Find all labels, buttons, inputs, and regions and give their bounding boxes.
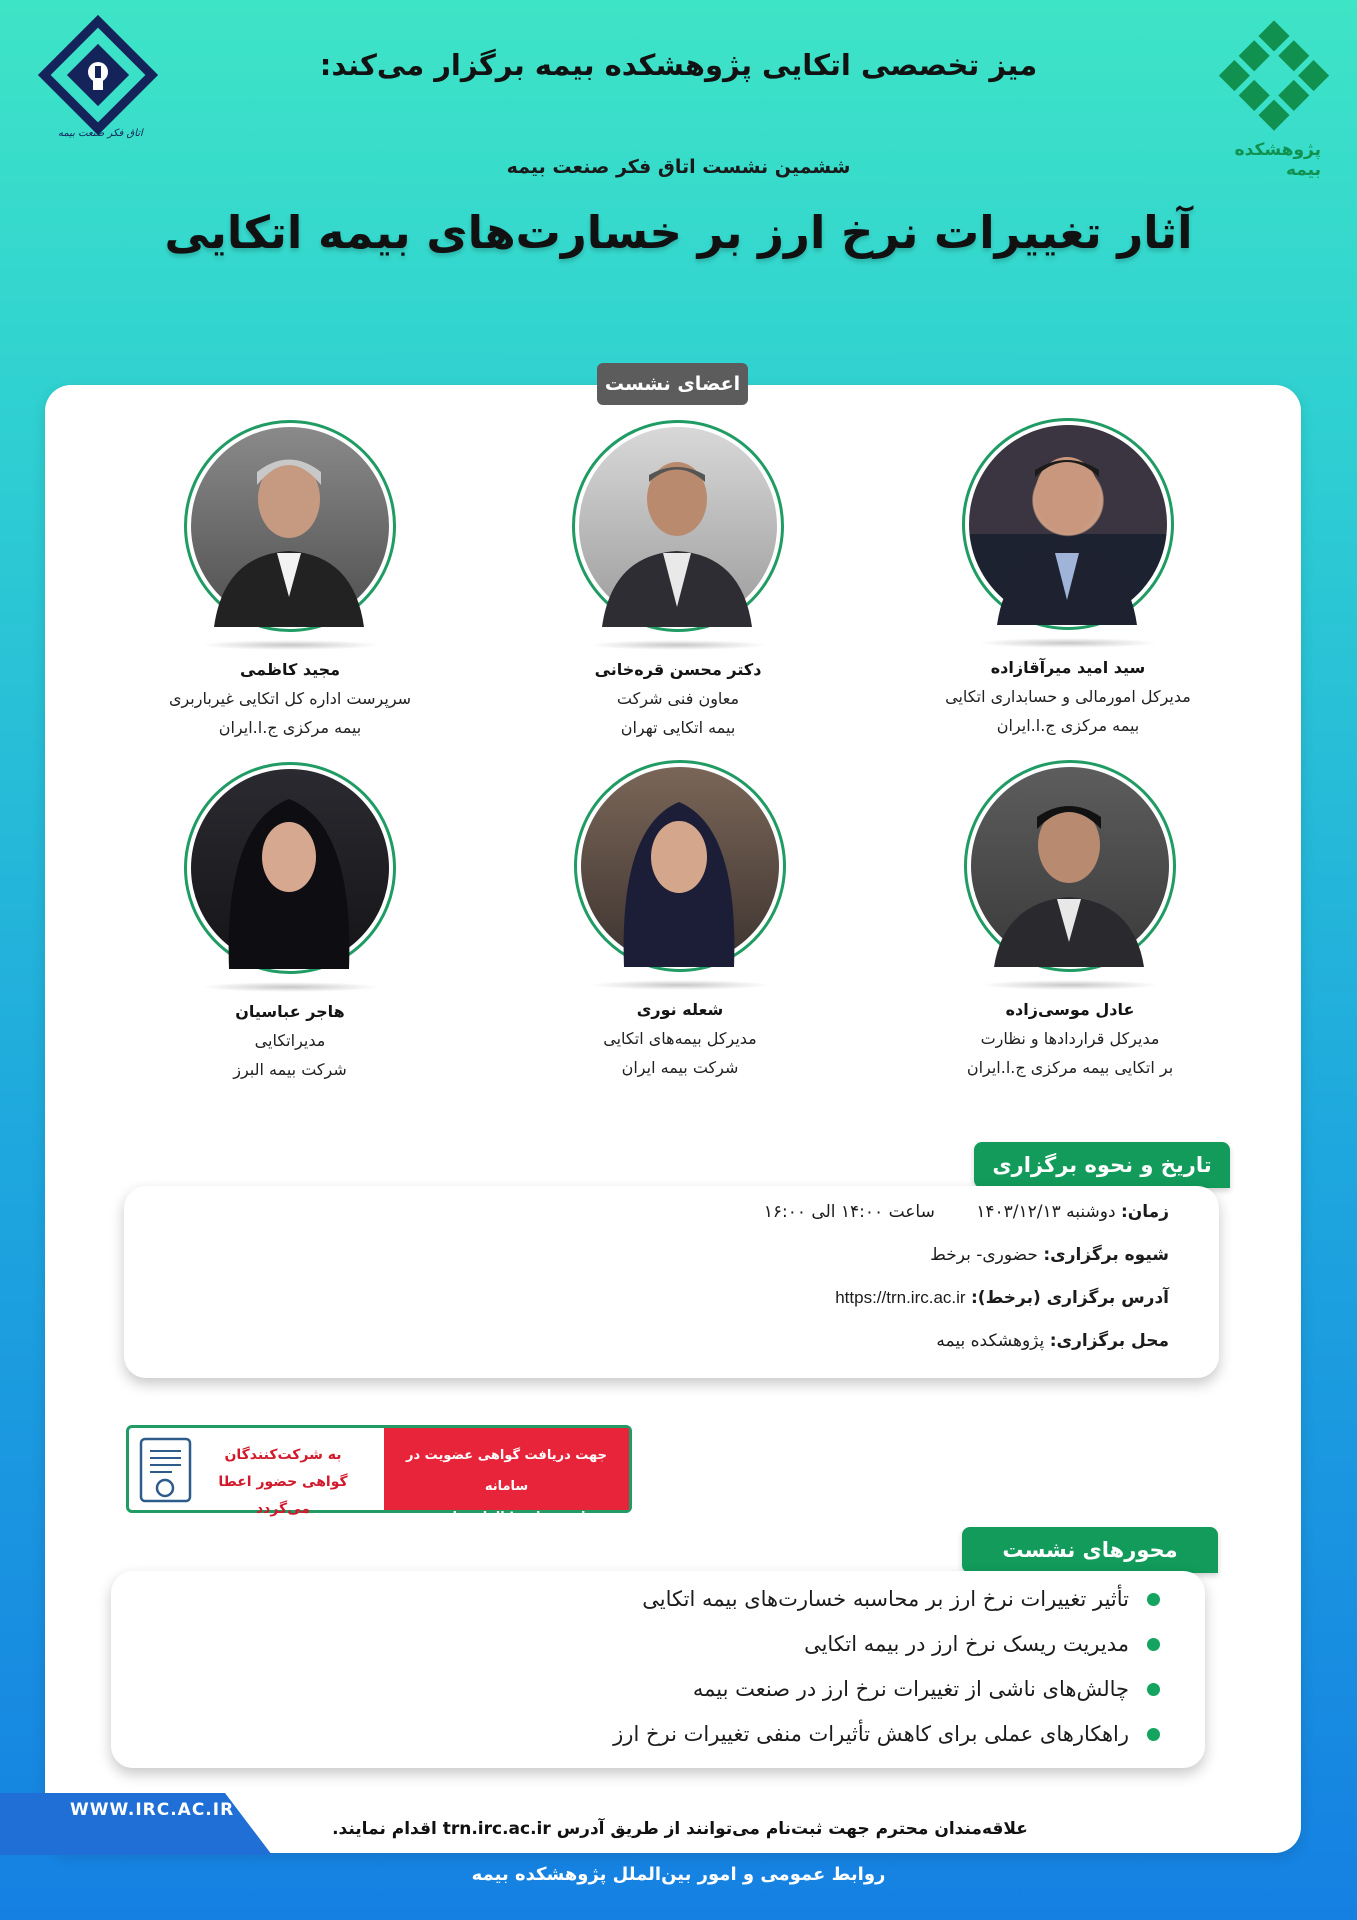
member-name: هاجر عباسیان	[235, 1002, 345, 1021]
member-name: عادل موسی‌زاده	[1005, 1000, 1135, 1019]
think-tank-logo	[40, 20, 160, 150]
topic-text: راهکارهای عملی برای کاهش تأثیرات منفی تغییرات نرخ ارز	[613, 1722, 1129, 1746]
member-photo	[184, 762, 396, 974]
time-hours: ساعت ۱۴:۰۰ الی ۱۶:۰۰	[763, 1202, 935, 1222]
mode-value: حضوری- برخط	[930, 1245, 1038, 1265]
member-photo	[964, 760, 1176, 972]
person-silhouette-icon	[189, 769, 389, 969]
person-silhouette-icon	[969, 767, 1169, 967]
member-organization: بر اتکایی بیمه مرکزی ج.ا.ایران	[966, 1058, 1174, 1077]
website-link[interactable]: WWW.IRC.AC.IR	[70, 1800, 235, 1820]
venue-value: پژوهشکده بیمه	[936, 1331, 1045, 1351]
research-center-logo	[1219, 22, 1329, 182]
member-card	[880, 760, 1260, 1077]
topic-item	[642, 1587, 1160, 1611]
member-role: معاون فنی شرکت	[616, 689, 740, 708]
member-card	[100, 762, 480, 1079]
bullet-dot-icon	[1147, 1728, 1160, 1741]
topic-text: مدیریت ریسک نرخ ارز در بیمه اتکایی	[804, 1632, 1129, 1656]
member-photo	[574, 760, 786, 972]
member-role: مدیراتکایی	[254, 1031, 326, 1050]
member-name: شعله نوری	[636, 1000, 724, 1019]
event-heading: میز تخصصی اتکایی پژوهشکده بیمه برگزار می‌کند:	[319, 48, 1038, 82]
member-card	[878, 418, 1258, 735]
member-photo	[572, 420, 784, 632]
schedule-time	[764, 1202, 1169, 1222]
member-card	[100, 420, 480, 737]
schedule-venue	[936, 1331, 1169, 1351]
person-silhouette-icon	[189, 427, 389, 627]
certificate-banner	[126, 1425, 632, 1525]
members-section-label: اعضای نشست	[597, 363, 748, 405]
schedule-address	[835, 1288, 1169, 1308]
member-role: مدیرکل امورمالی و حسابداری اتکایی	[945, 687, 1191, 706]
event-title: آثار تغییرات نرخ ارز بر خسارت‌های بیمه اتکایی	[164, 206, 1193, 259]
member-card	[490, 760, 870, 1077]
member-organization: بیمه مرکزی ج.ا.ایران	[996, 716, 1140, 735]
topics-box	[111, 1571, 1205, 1768]
topic-item	[613, 1722, 1160, 1746]
mode-label: شیوه برگزاری:	[1043, 1245, 1169, 1265]
topic-text: تأثیر تغییرات نرخ ارز بر محاسبه خسارت‌های بیمه اتکایی	[642, 1587, 1129, 1611]
time-label: زمان:	[1120, 1202, 1169, 1222]
schedule-section-label: تاریخ و نحوه برگزاری	[974, 1142, 1230, 1188]
topic-item	[693, 1677, 1160, 1701]
topic-item	[804, 1632, 1160, 1656]
address-label: آدرس برگزاری (برخط):	[971, 1288, 1169, 1308]
certificate-requirement-line2: trn.irc.ac.ir الزامی است.	[421, 1510, 592, 1525]
member-organization: شرکت بیمه ایران	[621, 1058, 739, 1077]
member-organization: بیمه مرکزی ج.ا.ایران	[218, 718, 362, 737]
diamond-grid-icon	[1219, 22, 1329, 142]
registration-note: علاقه‌مندان محترم جهت ثبت‌نام می‌توانند از طریق آدرس trn.irc.ac.ir اقدام نمایند.	[332, 1819, 1028, 1839]
member-photo	[184, 420, 396, 632]
certificate-note	[193, 1442, 373, 1523]
member-photo	[962, 418, 1174, 630]
certificate-note-line1: به شرکت‌کنندگان	[224, 1447, 342, 1463]
person-silhouette-icon	[579, 767, 779, 967]
schedule-box	[124, 1186, 1219, 1378]
certificate-note-line2: گواهی حضور اعطا می‌گردد	[218, 1474, 348, 1517]
member-organization: شرکت بیمه البرز	[233, 1060, 347, 1079]
schedule-mode	[930, 1245, 1169, 1265]
member-name: مجید کاظمی	[239, 660, 341, 679]
department-credit: روابط عمومی و امور بین‌الملل پژوهشکده بیمه	[471, 1864, 886, 1885]
certificate-requirement-line1: جهت دریافت گواهی عضویت در سامانه	[406, 1448, 607, 1494]
member-card	[488, 420, 868, 737]
logo-right-caption: پژوهشکده بیمه	[1234, 140, 1321, 180]
member-role: سرپرست اداره کل اتکایی غیرباربری	[168, 689, 412, 708]
certificate-icon	[138, 1436, 193, 1504]
venue-label: محل برگزاری:	[1049, 1331, 1169, 1351]
member-role: مدیرکل بیمه‌های اتکایی	[603, 1029, 757, 1048]
certificate-requirement	[384, 1428, 629, 1525]
topics-section-label: محورهای نشست	[962, 1527, 1218, 1573]
member-name: سید امید میرآقازاده	[990, 658, 1146, 677]
time-value: دوشنبه ۱۴۰۳/۱۲/۱۳	[976, 1202, 1116, 1222]
member-organization: بیمه اتکایی تهران	[620, 718, 736, 737]
event-subheading: ششمین نشست اتاق فکر صنعت بیمه	[506, 156, 851, 178]
bullet-dot-icon	[1147, 1593, 1160, 1606]
person-silhouette-icon	[577, 427, 777, 627]
bullet-dot-icon	[1147, 1683, 1160, 1696]
logo-left-caption: اتاق فکر صنعت بیمه	[58, 128, 143, 139]
member-name: دکتر محسن قره‌خانی	[594, 660, 762, 679]
person-silhouette-icon	[967, 425, 1167, 625]
bullet-dot-icon	[1147, 1638, 1160, 1651]
address-link[interactable]: https://trn.irc.ac.ir	[835, 1288, 966, 1307]
topic-text: چالش‌های ناشی از تغییرات نرخ ارز در صنعت بیمه	[692, 1677, 1129, 1701]
member-role: مدیرکل قراردادها و نظارت	[980, 1029, 1160, 1048]
